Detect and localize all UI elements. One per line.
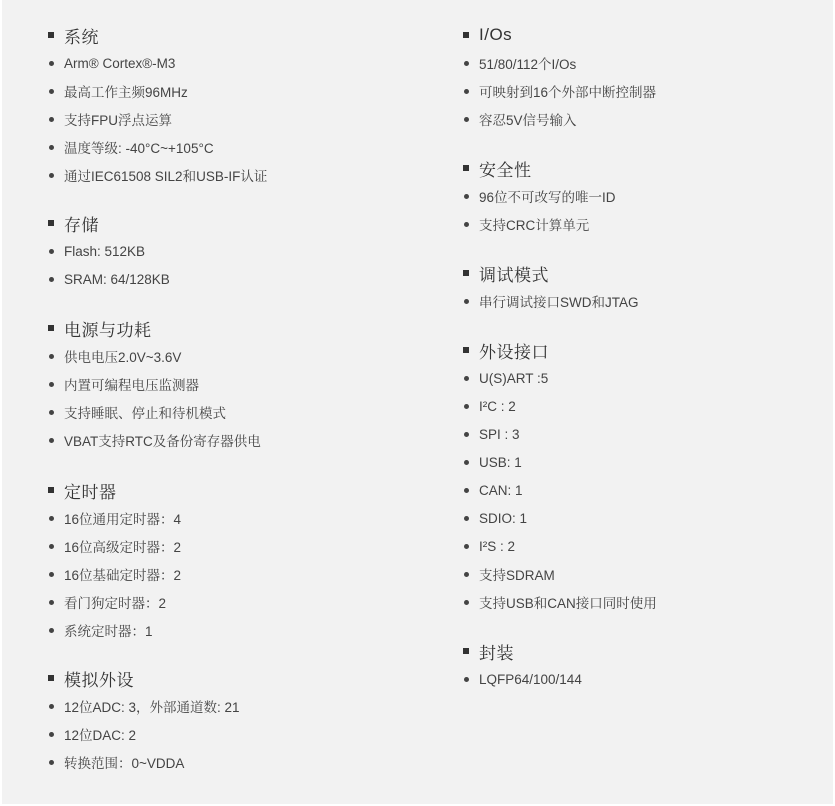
square-bullet-icon — [463, 270, 469, 276]
round-bullet-icon — [464, 89, 469, 94]
round-bullet-icon — [464, 544, 469, 549]
round-bullet-icon — [49, 572, 54, 577]
square-bullet-icon — [48, 220, 54, 226]
list-item-text: SPI : 3 — [479, 426, 520, 442]
round-bullet-icon — [49, 173, 54, 178]
list-item — [46, 265, 426, 293]
list-item — [46, 616, 426, 644]
list-item — [461, 287, 831, 315]
list-item-text: 转换范围：0~VDDA — [64, 756, 185, 771]
round-bullet-icon — [49, 760, 54, 765]
list-item-text: 供电电压2.0V~3.6V — [64, 350, 182, 365]
round-bullet-icon — [49, 382, 54, 387]
list-item — [461, 420, 831, 448]
list-item-text: VBAT支持RTC及备份寄存器供电 — [64, 434, 261, 449]
round-bullet-icon — [464, 299, 469, 304]
round-bullet-icon — [49, 732, 54, 737]
list-item-text: 温度等级: -40°C~+105°C — [64, 141, 214, 156]
left-column-section-1 — [46, 209, 426, 293]
list-item-text: CAN: 1 — [479, 482, 523, 498]
round-bullet-icon — [49, 277, 54, 282]
list-item-text: Flash: 512KB — [64, 243, 146, 259]
list-item-text: 通过IEC61508 SIL2和USB-IF认证 — [64, 169, 268, 184]
section-header — [461, 259, 831, 287]
section-title: 定时器 — [64, 482, 117, 502]
section-header — [461, 336, 831, 364]
section-header — [46, 21, 426, 49]
square-bullet-icon — [48, 675, 54, 681]
right-column-section-4 — [461, 637, 831, 693]
spec-list — [46, 504, 426, 644]
list-item — [46, 237, 426, 265]
square-bullet-icon — [48, 487, 54, 493]
list-item — [461, 210, 831, 238]
list-item — [461, 665, 831, 693]
list-item — [461, 105, 831, 133]
round-bullet-icon — [464, 61, 469, 66]
list-item — [46, 398, 426, 426]
right-column-section-2 — [461, 259, 831, 315]
list-item — [46, 370, 426, 398]
list-item-text: 支持FPU浮点运算 — [64, 113, 172, 128]
round-bullet-icon — [49, 516, 54, 521]
section-title: 安全性 — [479, 160, 532, 180]
section-header — [46, 314, 426, 342]
list-item — [461, 182, 831, 210]
round-bullet-icon — [49, 704, 54, 709]
round-bullet-icon — [464, 516, 469, 521]
round-bullet-icon — [464, 222, 469, 227]
round-bullet-icon — [464, 488, 469, 493]
square-bullet-icon — [463, 165, 469, 171]
list-item-text: 容忍5V信号输入 — [479, 113, 577, 128]
round-bullet-icon — [49, 61, 54, 66]
section-title: 外设接口 — [479, 342, 549, 362]
left-column-section-4 — [46, 664, 426, 776]
right-column-section-0 — [461, 21, 831, 133]
round-bullet-icon — [49, 600, 54, 605]
list-item-text: USB: 1 — [479, 454, 522, 470]
list-item — [461, 77, 831, 105]
list-item-text: Arm® Cortex®-M3 — [64, 55, 176, 71]
list-item-text: SRAM: 64/128KB — [64, 271, 170, 287]
list-item-text: SDIO: 1 — [479, 510, 528, 526]
section-title: 封装 — [479, 643, 514, 663]
list-item-text: 系统定时器：1 — [64, 624, 153, 639]
list-item-text: 16位通用定时器：4 — [64, 512, 182, 527]
list-item — [461, 49, 831, 77]
round-bullet-icon — [464, 600, 469, 605]
square-bullet-icon — [463, 32, 469, 38]
spec-panel — [2, 0, 833, 804]
right-column-section-1 — [461, 154, 831, 238]
section-header — [46, 476, 426, 504]
list-item — [46, 342, 426, 370]
round-bullet-icon — [49, 544, 54, 549]
section-title: 存储 — [64, 215, 99, 235]
list-item — [46, 105, 426, 133]
list-item-text: 12位DAC: 2 — [64, 728, 137, 743]
spec-list — [461, 665, 831, 693]
list-item — [461, 476, 831, 504]
list-item — [46, 77, 426, 105]
round-bullet-icon — [49, 354, 54, 359]
list-item — [46, 748, 426, 776]
list-item-text: I²S : 2 — [479, 538, 516, 554]
section-title: 电源与功耗 — [64, 320, 152, 340]
list-item — [46, 49, 426, 77]
section-title: 系统 — [64, 27, 99, 47]
spec-list — [46, 237, 426, 293]
round-bullet-icon — [49, 410, 54, 415]
section-title: I/Os — [479, 25, 513, 44]
list-item-text: 12位ADC: 3，外部通道数: 21 — [64, 700, 240, 715]
round-bullet-icon — [49, 89, 54, 94]
round-bullet-icon — [49, 249, 54, 254]
spec-list — [461, 182, 831, 238]
right-column-section-3 — [461, 336, 831, 616]
spec-list — [46, 692, 426, 776]
section-header — [461, 637, 831, 665]
round-bullet-icon — [464, 404, 469, 409]
list-item-text: 串行调试接口SWD和JTAG — [479, 295, 639, 310]
list-item — [461, 392, 831, 420]
round-bullet-icon — [464, 194, 469, 199]
left-column-section-2 — [46, 314, 426, 454]
spec-list — [46, 342, 426, 454]
list-item — [461, 448, 831, 476]
list-item-text: 可映射到16个外部中断控制器 — [479, 85, 657, 100]
round-bullet-icon — [464, 376, 469, 381]
list-item-text: 最高工作主频96MHz — [64, 85, 188, 100]
list-item — [46, 720, 426, 748]
section-header — [46, 664, 426, 692]
left-column-section-0 — [46, 21, 426, 189]
list-item — [46, 504, 426, 532]
list-item — [461, 504, 831, 532]
list-item-text: 支持CRC计算单元 — [479, 218, 590, 233]
section-header — [461, 154, 831, 182]
list-item — [46, 692, 426, 720]
spec-list — [461, 287, 831, 315]
list-item-text: LQFP64/100/144 — [479, 671, 582, 687]
round-bullet-icon — [464, 432, 469, 437]
list-item-text: I²C : 2 — [479, 398, 516, 414]
list-item — [461, 532, 831, 560]
spec-list — [46, 49, 426, 189]
round-bullet-icon — [49, 438, 54, 443]
section-header — [461, 21, 831, 49]
list-item-text: 支持睡眠、停止和待机模式 — [64, 406, 226, 421]
round-bullet-icon — [464, 117, 469, 122]
list-item — [46, 426, 426, 454]
list-item-text: 支持USB和CAN接口同时使用 — [479, 596, 657, 611]
round-bullet-icon — [49, 117, 54, 122]
square-bullet-icon — [463, 347, 469, 353]
list-item-text: 16位高级定时器：2 — [64, 540, 182, 555]
spec-list — [461, 49, 831, 133]
round-bullet-icon — [49, 628, 54, 633]
list-item — [46, 161, 426, 189]
list-item-text: 51/80/112个I/Os — [479, 57, 577, 72]
list-item — [46, 560, 426, 588]
list-item-text: 16位基础定时器：2 — [64, 568, 182, 583]
list-item — [46, 133, 426, 161]
square-bullet-icon — [463, 648, 469, 654]
section-title: 调试模式 — [479, 265, 549, 285]
round-bullet-icon — [49, 145, 54, 150]
list-item — [46, 588, 426, 616]
list-item-text: 内置可编程电压监测器 — [64, 378, 199, 393]
left-column-section-3 — [46, 476, 426, 644]
list-item — [461, 364, 831, 392]
list-item — [461, 588, 831, 616]
square-bullet-icon — [48, 32, 54, 38]
square-bullet-icon — [48, 325, 54, 331]
list-item — [46, 532, 426, 560]
round-bullet-icon — [464, 460, 469, 465]
list-item-text: U(S)ART :5 — [479, 370, 549, 386]
list-item-text: 支持SDRAM — [479, 568, 555, 583]
round-bullet-icon — [464, 677, 469, 682]
section-title: 模拟外设 — [64, 670, 134, 690]
list-item-text: 96位不可改写的唯一ID — [479, 190, 616, 205]
list-item — [461, 560, 831, 588]
round-bullet-icon — [464, 572, 469, 577]
spec-list — [461, 364, 831, 616]
list-item-text: 看门狗定时器：2 — [64, 596, 167, 611]
section-header — [46, 209, 426, 237]
